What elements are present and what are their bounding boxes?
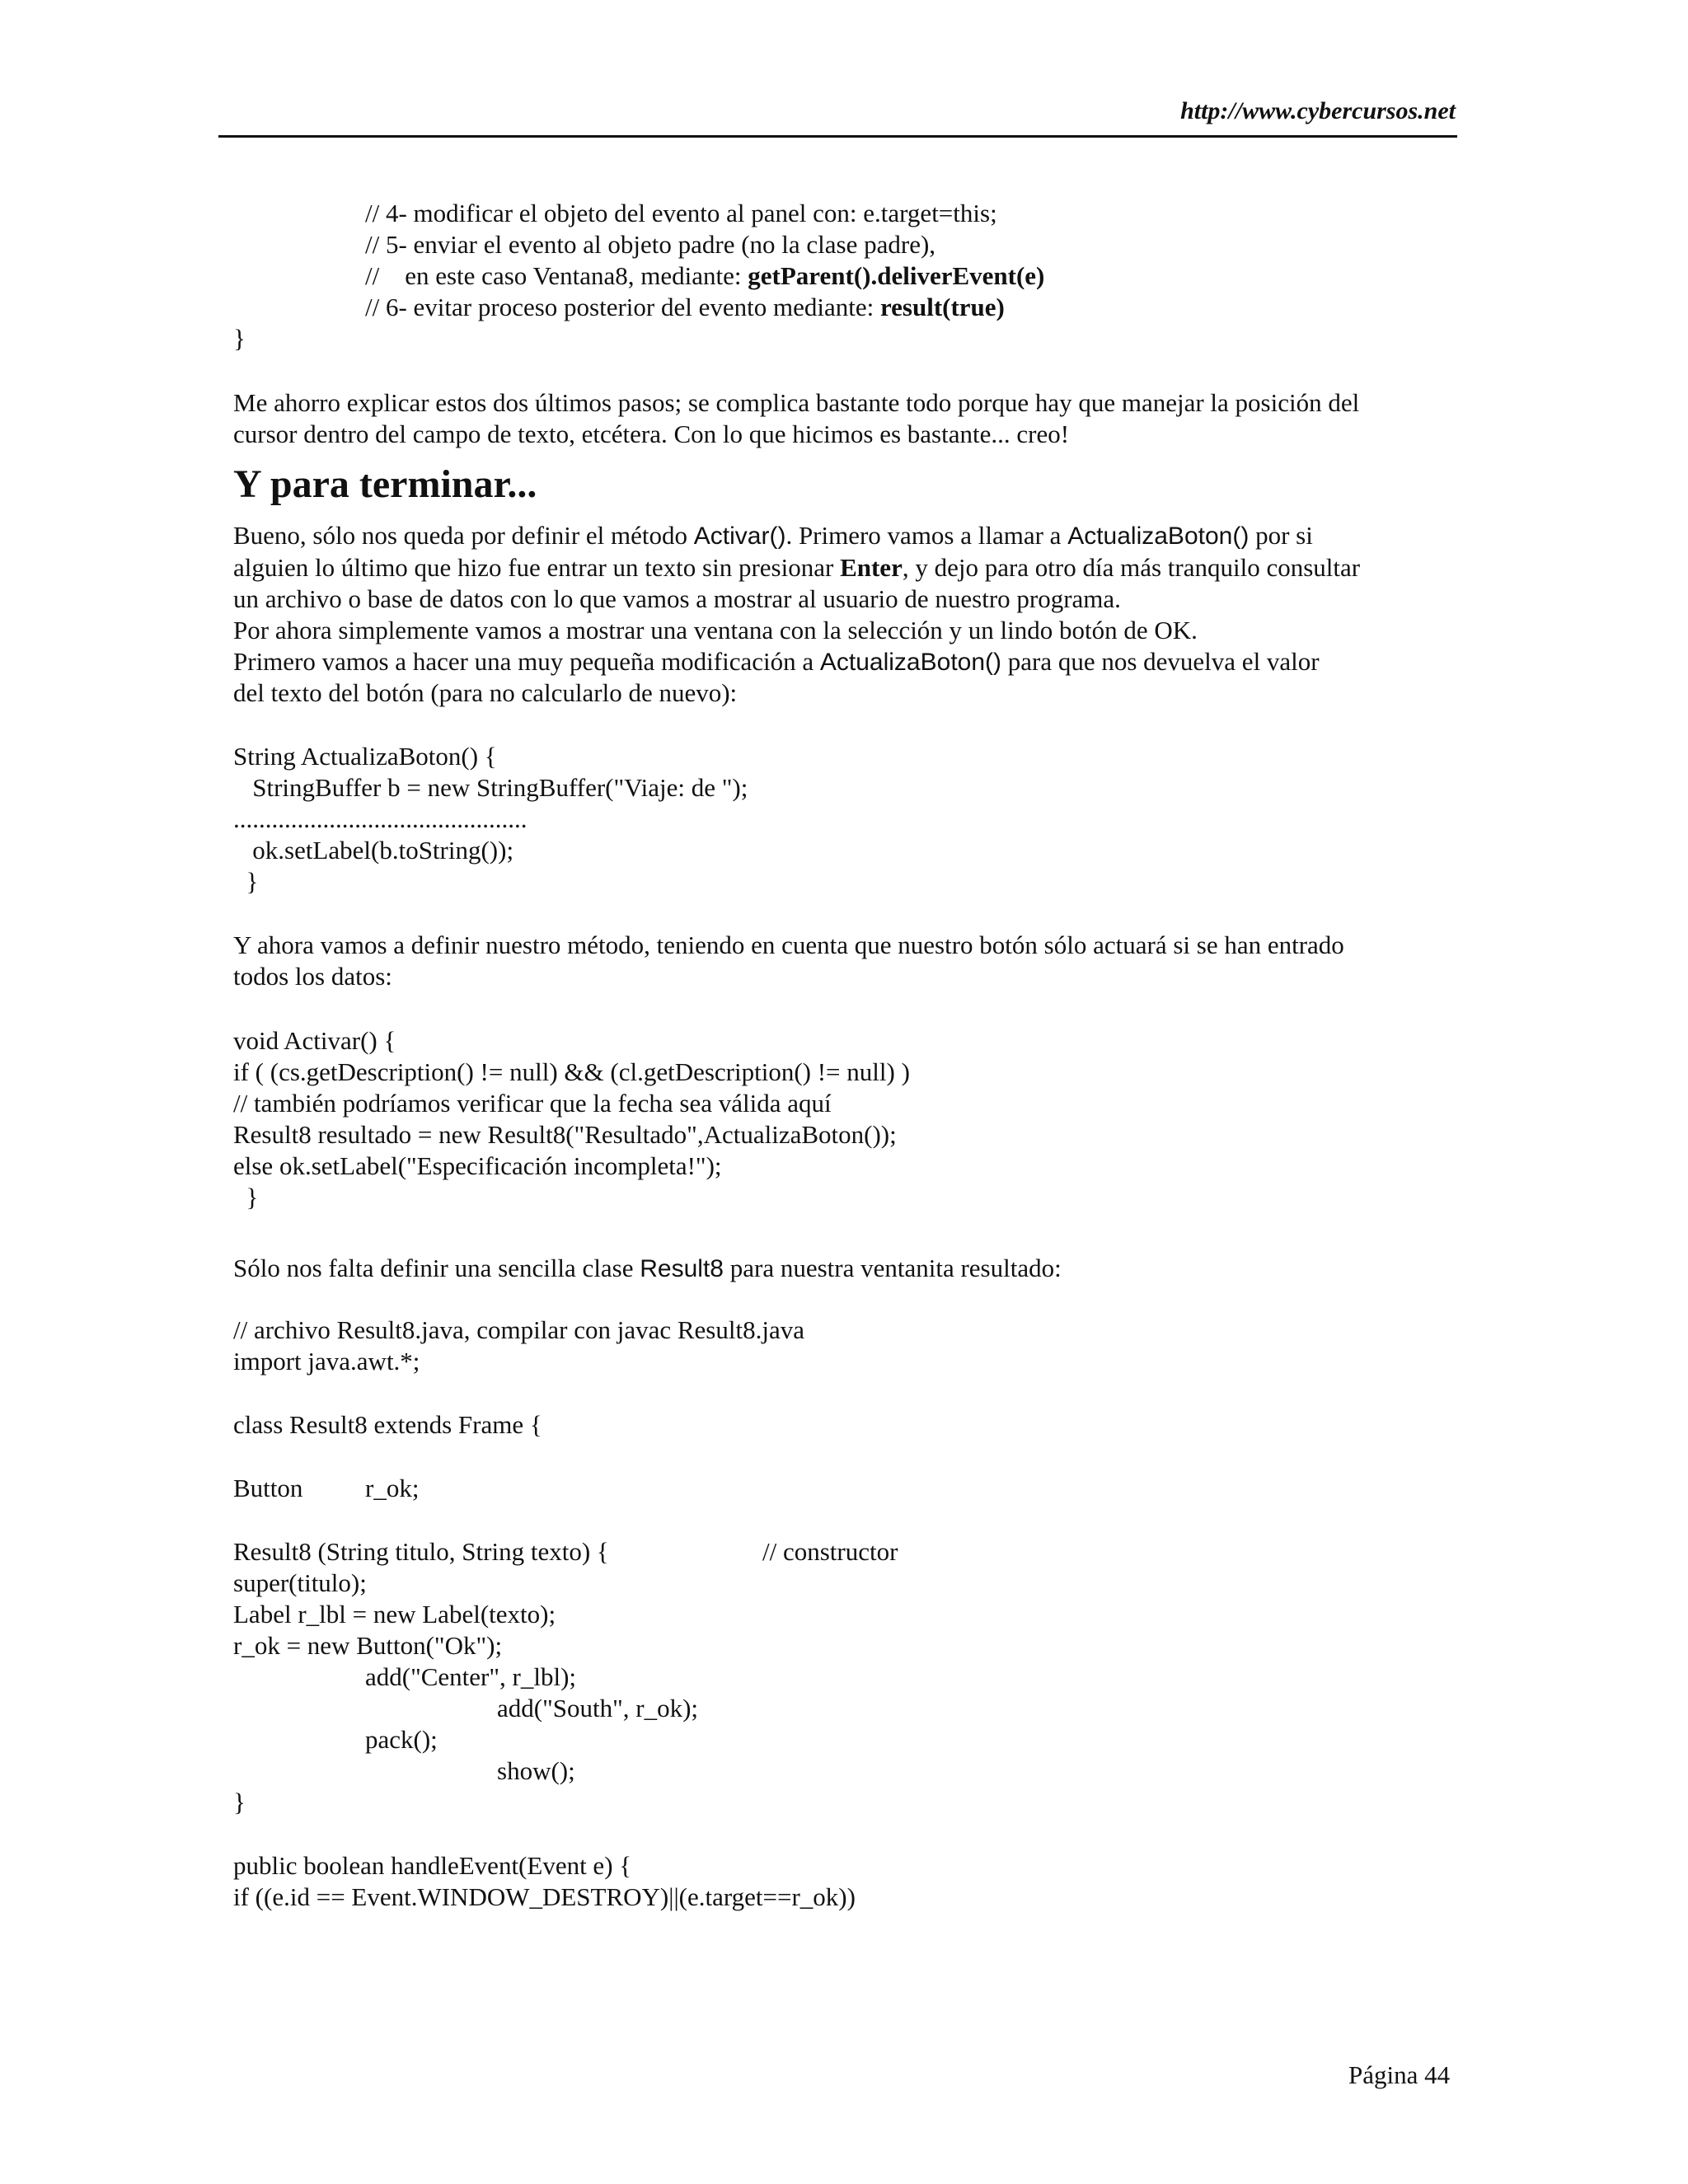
code3-line: Label r_lbl = new Label(texto); (233, 1600, 556, 1629)
code3-line: import java.awt.*; (233, 1347, 420, 1376)
code3-line: if ((e.id == Event.WINDOW_DESTROY)||(e.target==r_ok)) (233, 1882, 856, 1911)
code2-line: } (233, 1183, 259, 1212)
code1-line: ok.setLabel(b.toString()); (233, 836, 514, 865)
code3-line: } (233, 1788, 246, 1816)
text: Bueno, sólo nos queda por definir el método (233, 521, 694, 550)
code3-line: class Result8 extends Frame { (233, 1410, 542, 1439)
text: Primero vamos a hacer una muy pequeña modificación a (233, 647, 820, 676)
intro-line-1: Me ahorro explicar estos dos últimos pasos; se complica bastante todo porque hay que manejar la posición del (233, 388, 1360, 417)
key-name: Enter (840, 553, 903, 582)
comment-line-5: // 5- enviar el evento al objeto padre (no la clase padre), (365, 230, 936, 259)
code3-line: // archivo Result8.java, compilar con javac Result8.java (233, 1315, 804, 1344)
method-name: ActualizaBoton() (819, 649, 1001, 676)
comment-line-5b (365, 260, 1044, 292)
header-url[interactable]: http://www.cybercursos.net (1180, 97, 1456, 124)
header-rule (218, 135, 1457, 138)
code2-line: else ok.setLabel("Especificación incompleta!"); (233, 1151, 722, 1180)
text: alguien lo último que hizo fue entrar un texto sin presionar (233, 553, 841, 582)
code3-line: r_ok = new Button("Ok"); (233, 1631, 503, 1660)
method-name: Activar() (693, 523, 786, 550)
code2-line: void Activar() { (233, 1026, 396, 1055)
code1-line: String ActualizaBoton() { (233, 742, 497, 771)
comment-text: // 6- evitar proceso posterior del evento mediante: (365, 293, 880, 321)
page-number: Página 44 (1348, 2060, 1451, 2089)
text: . Primero vamos a llamar a (785, 521, 1068, 550)
code3-line: public boolean handleEvent(Event e) { (233, 1851, 632, 1880)
code3-line: show(); (497, 1756, 575, 1785)
class-name: Result8 (640, 1255, 724, 1282)
para3-line-2: todos los datos: (233, 962, 392, 991)
text: por si (1249, 521, 1313, 550)
comment-line-4: // 4- modificar el objeto del evento al panel con: e.target=this; (365, 199, 997, 227)
code1-line: .............................................. (233, 804, 528, 833)
code3-comment: // constructor (762, 1537, 898, 1566)
para2-line-2 (233, 552, 1360, 583)
code2-line: Result8 resultado = new Result8("Resultado",ActualizaBoton()); (233, 1120, 897, 1149)
code3-line: add("South", r_ok); (497, 1694, 699, 1722)
code3-line: Button (233, 1474, 303, 1502)
para2-line-4: Por ahora simplemente vamos a mostrar una ventana con la selección y un lindo botón de OK. (233, 616, 1198, 644)
code3-line: pack(); (365, 1725, 438, 1754)
intro-line-2: cursor dentro del campo de texto, etcétera. Con lo que hicimos es bastante... creo! (233, 419, 1070, 448)
para2-line-1 (233, 520, 1313, 552)
comment-bold: getParent().deliverEvent(e) (748, 261, 1045, 290)
method-name: ActualizaBoton() (1067, 523, 1250, 550)
code3-line: super(titulo); (233, 1568, 367, 1597)
comment-bold: result(true) (879, 293, 1005, 321)
code3-line: r_ok; (365, 1474, 420, 1502)
comment-text: // en este caso Ventana8, mediante: (365, 261, 748, 290)
para2-line-6: del texto del botón (para no calcularlo de nuevo): (233, 678, 738, 707)
section-heading: Y para terminar... (233, 462, 537, 506)
para4-line (233, 1253, 1062, 1285)
para2-line-3: un archivo o base de datos con lo que vamos a mostrar al usuario de nuestro programa. (233, 584, 1121, 613)
code2-line: // también podríamos verificar que la fecha sea válida aquí (233, 1089, 832, 1118)
code1-line: } (233, 867, 259, 896)
text: Sólo nos falta definir una sencilla clase (233, 1254, 640, 1282)
code3-line: Result8 (String titulo, String texto) { (233, 1537, 609, 1566)
code2-line: if ( (cs.getDescription() != null) && (cl.getDescription() != null) ) (233, 1057, 910, 1086)
para2-line-5 (233, 646, 1320, 678)
para3-line-1: Y ahora vamos a definir nuestro método, teniendo en cuenta que nuestro botón sólo actuará si se han entrado (233, 930, 1344, 959)
text: , y dejo para otro día más tranquilo consultar (902, 553, 1361, 582)
code3-line: add("Center", r_lbl); (365, 1662, 577, 1691)
text: para que nos devuelva el valor (1001, 647, 1320, 676)
text: para nuestra ventanita resultado: (723, 1254, 1062, 1282)
code1-line: StringBuffer b = new StringBuffer("Viaje: de "); (233, 773, 748, 802)
comment-line-6 (365, 292, 1005, 323)
closing-brace: } (233, 324, 246, 353)
